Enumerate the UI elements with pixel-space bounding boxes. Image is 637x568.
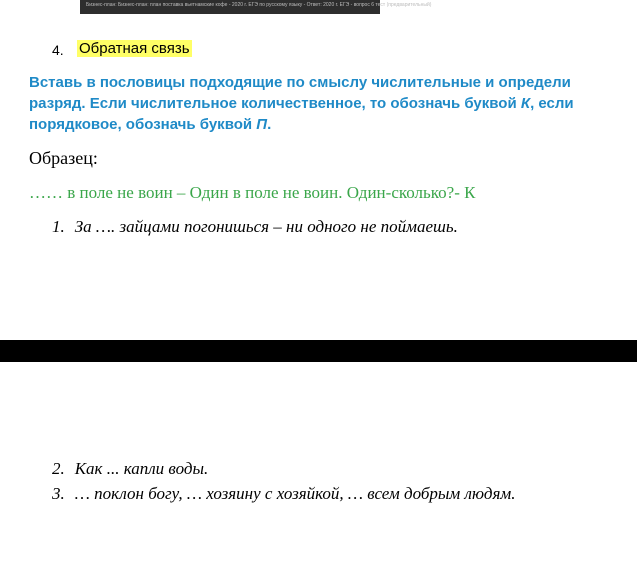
sample-label: Образец:	[29, 148, 98, 168]
proverb-number: 1.	[52, 217, 65, 236]
proverb-text: … поклон богу, … хозяину с хозяйкой, … всем добрым людям.	[74, 484, 516, 503]
sample-example: …… в поле не воин – Один в поле не воин. Один-сколько?- К	[29, 183, 476, 202]
proverb-text: За …. зайцами погонишься – ни одного не поймаешь.	[74, 217, 458, 236]
top-banner-image	[80, 0, 432, 14]
instruction-letter-k: К	[520, 95, 531, 112]
proverb-text: Как ... капли воды.	[74, 459, 209, 478]
black-divider-band	[0, 340, 637, 362]
proverb-item-2	[52, 459, 208, 479]
proverb-item-3	[52, 484, 516, 504]
proverb-item-1	[52, 217, 458, 237]
section-number: 4.	[52, 42, 64, 58]
banner-caption: Бизнес-план: Бизнес-план: план поставка вьетнамские кофе - 2020 г. ЕГЭ по русскому языку - Ответ: 2020 г. ЕГЭ - вопрос 6 тест (предварительный)	[86, 2, 432, 8]
proverb-number: 2.	[52, 459, 65, 478]
instruction-text-3: .	[267, 116, 272, 133]
instruction-text-2: , если порядковое, обозначь буквой	[29, 95, 574, 133]
section-title-highlighted: Обратная связь	[79, 40, 190, 57]
proverb-number: 3.	[52, 484, 65, 503]
instruction-letter-p: П	[256, 116, 268, 133]
task-instruction	[29, 72, 619, 135]
instruction-text-1: Вставь в пословицы подходящие по смыслу числительные и определи разряд. Если числительное количественное, то обозначь буквой	[29, 74, 571, 112]
